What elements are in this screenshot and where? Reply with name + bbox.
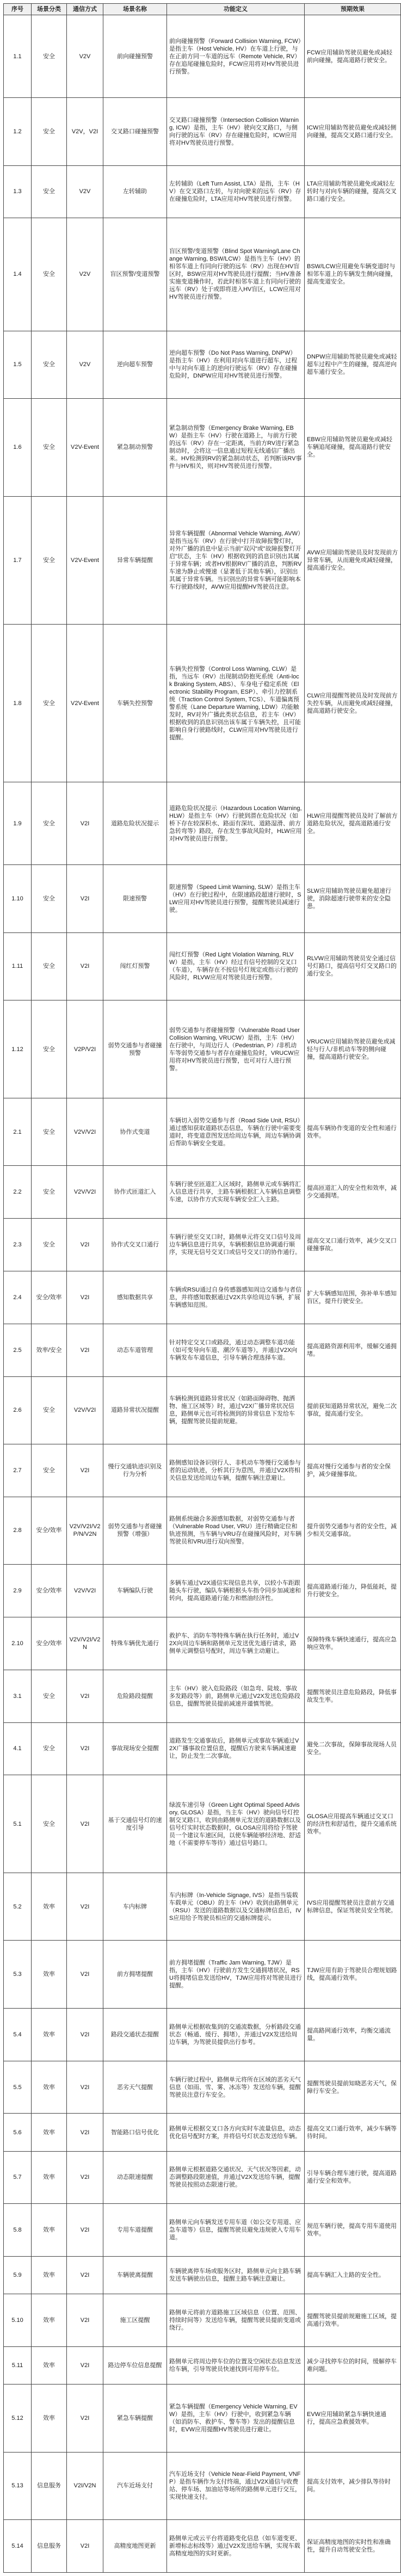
row-expected-effect: EVW应用辅助紧急车辆快速通行，提高应急救援效率。 <box>305 2385 401 2452</box>
row-comm-mode: V2I <box>67 1271 103 1324</box>
row-comm-mode: V2I <box>67 2008 103 2061</box>
row-definition: 绿波车速引导（Green Light Optimal Speed Advisory, GLOSA）是指，当主车（HV）驶向信号灯控制交叉路口，收到由路侧单元发送的道路数据以及信号灯实时状态数据时，GLOSA应用将给予驾驶员一个建议车速区间，以使车辆能够经济地、舒适地（不需要停车等待）通过信号路口。 <box>167 1775 305 1873</box>
row-index: 2.6 <box>4 1376 32 1444</box>
row-definition: 弱势交通参与者碰撞预警（Vulnerable Road User Collision Warning, VRUCW）是指，主车（HV）在行驶中，与周边行人（Pedestrian, P）/非机动车等弱势交通参与者存在碰撞危险时，VRUCW应用将对HV驾驶员进行预警，也可对行人进行预警。 <box>167 1000 305 1098</box>
row-category: 安全 <box>32 15 67 98</box>
row-comm-mode: V2I <box>67 2347 103 2385</box>
table-row <box>4 1376 401 1444</box>
row-expected-effect: 提高车辆汇入主路的安全性。 <box>305 2257 401 2294</box>
row-index: 5.4 <box>4 2008 32 2061</box>
row-category: 安全 <box>32 782 67 865</box>
table-row <box>4 1497 401 1564</box>
row-expected-effect: 提醒驾驶员提前规避施工区域，提高通行效率。 <box>305 2294 401 2347</box>
table-row <box>4 1444 401 1497</box>
row-scenario-name: 特殊车辆优先通行 <box>103 1617 167 1670</box>
row-definition: 盲区预警/变道预警（Blind Spot Warning/Lane Change Warning, BSW/LCW）是指当主车（HV）的相邻车道上有同向行驶的远车（RV）出现在HV盲区时，BSW应用对HV驾驶员进行提醒；当HV准备实施变道操作时，若此时相邻车道上有同向行驶的远车（RV）处于或即将进入HV盲区，LCW应用对HV驾驶员进行预警。 <box>167 218 305 331</box>
table-row <box>4 1941 401 2008</box>
row-expected-effect: 提高交叉口通行效率，减少交叉口碰撞事故。 <box>305 1219 401 1271</box>
table-row <box>4 218 401 331</box>
row-category: 效率/安全 <box>32 1324 67 1376</box>
row-comm-mode: V2V <box>67 15 103 98</box>
row-comm-mode: V2V，V2I <box>67 98 103 165</box>
row-comm-mode: V2I <box>67 1324 103 1376</box>
row-index: 2.1 <box>4 1098 32 1165</box>
row-expected-effect: IVS应用提醒驾驶员注意前方交通标牌信息，保证驾驶员安全驾驶。 <box>305 1873 401 1941</box>
row-expected-effect: 减少寻找停车位的时间，缓解停车难问题。 <box>305 2347 401 2385</box>
row-definition: 闯红灯预警（Red Light Violation Warning, RLVW）是指，主车（HV）经过有信号控制的交叉口（车道），车辆存在不按信号灯规定或指示行驶的风险时，RLVW应用对驾驶员进行预警。 <box>167 932 305 1000</box>
row-index: 5.10 <box>4 2294 32 2347</box>
row-scenario-name: 盲区预警/变道预警 <box>103 218 167 331</box>
row-comm-mode: V2I <box>67 1722 103 1775</box>
row-expected-effect: EBW应用辅助驾驶员避免或减轻车辆追尾碰撞，提高道路行驶安全。 <box>305 399 401 497</box>
row-expected-effect: AVW应用辅助驾驶员及时发现前方异常车辆，从而避免或减轻碰撞，提高通行安全。 <box>305 496 401 624</box>
row-definition: 左转辅助（Left Turn Assist, LTA）是指，主车（HV）在交叉路口左转，与对向驶来的远车（RV）存在碰撞危险时，LTA应用对HV驾驶员进行预警。 <box>167 165 305 218</box>
row-category: 安全 <box>32 1722 67 1775</box>
row-category: 安全 <box>32 218 67 331</box>
row-comm-mode: V2V/V2I/V2P/N/V2N <box>67 1497 103 1564</box>
row-index: 2.7 <box>4 1444 32 1497</box>
row-index: 5.5 <box>4 2061 32 2114</box>
table-row <box>4 1873 401 1941</box>
row-comm-mode: V2I <box>67 865 103 932</box>
row-category: 效率 <box>32 2008 67 2061</box>
row-index: 1.3 <box>4 165 32 218</box>
row-scenario-name: 施工区提醒 <box>103 2294 167 2347</box>
row-index: 2.9 <box>4 1565 32 1617</box>
table-row <box>4 15 401 98</box>
table-row <box>4 331 401 398</box>
row-expected-effect: 引导车辆合理车速行驶，提高道路通行安全和效率。 <box>305 2151 401 2204</box>
table-row <box>4 1617 401 1670</box>
row-index: 5.12 <box>4 2385 32 2452</box>
row-expected-effect: 提高道路资源利用率，缓解交通拥堵。 <box>305 1324 401 1376</box>
row-expected-effect: 提高车辆协作变道的安全性和通行效率。 <box>305 1098 401 1165</box>
table-row <box>4 2520 401 2573</box>
row-category: 安全 <box>32 1670 67 1722</box>
row-expected-effect: 提醒驾驶员提前知晓恶劣天气，保障行车安全。 <box>305 2061 401 2114</box>
row-comm-mode: V2I <box>67 2520 103 2573</box>
header-cell-scenario-name: 场景名称 <box>103 4 167 15</box>
row-category: 效率 <box>32 2151 67 2204</box>
row-definition: 针对特定交叉口或路段，通过动态调整车道功能（如可变导向车道、潮汐车道等），并通过V2X向车辆发布车道信息，引导车辆合理选择车道。 <box>167 1324 305 1376</box>
header-cell-expected-effect: 预期效果 <box>305 4 401 15</box>
row-scenario-name: 紧急制动预警 <box>103 399 167 497</box>
table-row <box>4 98 401 165</box>
row-scenario-name: 限速预警 <box>103 865 167 932</box>
row-scenario-name: 车内标牌 <box>103 1873 167 1941</box>
row-definition: 汽车近场支付（Vehicle Near-Field Payment, VNFP）是指车辆作为支付终端，通过V2X通信与收费站、停车场、加油站等场所的路侧单元进行交互，实现快速支付。 <box>167 2452 305 2519</box>
row-index: 5.7 <box>4 2151 32 2204</box>
row-index: 5.13 <box>4 2452 32 2519</box>
row-comm-mode: V2I <box>67 1941 103 2008</box>
row-index: 5.9 <box>4 2257 32 2294</box>
row-comm-mode: V2V-Event <box>67 624 103 782</box>
row-expected-effect: FCW应用辅助驾驶员避免或减轻前向碰撞，提高道路行驶安全。 <box>305 15 401 98</box>
row-scenario-name: 异常车辆提醒 <box>103 496 167 624</box>
row-index: 1.7 <box>4 496 32 624</box>
row-definition: 救护车、消防车等特殊车辆在执行任务时，通过V2X向周边车辆和路侧单元发送优先通行请求，路侧单元调整信号配时，周边车辆主动避让。 <box>167 1617 305 1670</box>
row-definition: 车辆驶离停车场或服务区时，路侧单元向主路车辆发送车辆驶出信息，提醒主路车辆注意避让。 <box>167 2257 305 2294</box>
row-definition: 车辆检测到道路异常状况（如路面障碍物、抛洒物、施工区域等）时，通过V2X广播异常状况信息，路侧单元也可将检测到的异常信息下发给车辆，提醒驾驶员提前规避。 <box>167 1376 305 1444</box>
row-comm-mode: V2V-Event <box>67 399 103 497</box>
row-comm-mode: V2V/V2I <box>67 1166 103 1219</box>
row-expected-effect: 提升弱势交通参与者的安全性，减少相关交通事故。 <box>305 1497 401 1564</box>
row-scenario-name: 弱势交通参与者碰撞预警 <box>103 1000 167 1098</box>
row-scenario-name: 路边停车位信息提醒 <box>103 2347 167 2385</box>
row-category: 安全 <box>32 496 67 624</box>
row-comm-mode: V2I <box>67 1775 103 1873</box>
row-comm-mode: V2V <box>67 165 103 218</box>
row-definition: 前方拥堵提醒（Traffic Jam Warning, TJW）是指，主车（HV）行驶前方发生交通拥堵状况，RSU将拥堵信息发送给HV，TJW应用将对驾驶员进行提醒。 <box>167 1941 305 2008</box>
row-expected-effect: VRUCW应用辅助驾驶员避免或减轻与行人/非机动车等的侧向碰撞，提高道路行驶安全。 <box>305 1000 401 1098</box>
table-row <box>4 1324 401 1376</box>
row-index: 1.11 <box>4 932 32 1000</box>
row-scenario-name: 闯红灯预警 <box>103 932 167 1000</box>
table-row <box>4 496 401 624</box>
row-definition: 车辆失控预警（Control Loss Warning, CLW）是指，当远车（RV）出现制动防抱死系统（Anti-lock Braking System, ABS）、车身电子稳定系统（Electronic Stability Program, ESP）、牵引力控制系统（Traction Control System, TCS）、车道偏离预警系统（Lane Departure Warning, LDW）功能触发时，RV对外广播此类状态信息，若主车（HV）根据收到的消息识别出该车属于车辆失控，且可能影响自身行驶路线时，CLW应用对HV驾驶员进行提醒。 <box>167 624 305 782</box>
row-definition: 多辆车通过V2X通信实现信息共享，以较小车距跟随头车行驶，编队车辆根据头车指令同步加减速和转向，提高道路通行能力和燃油经济性。 <box>167 1565 305 1617</box>
row-scenario-name: 基于交通信号灯的速度引导 <box>103 1775 167 1873</box>
row-definition: 路侧单元将前方道路施工区域信息（位置、范围、持续时间等）发送给车辆，提醒驾驶员提前变道或绕行。 <box>167 2294 305 2347</box>
row-category: 安全 <box>32 1444 67 1497</box>
row-definition: 交叉路口碰撞预警（Intersection Collision Warning, ICW）是指，主车（HV）驶向交叉路口，与侧向行驶的远车（RV）存在碰撞危险时，ICW应用将对HV驾驶员进行预警。 <box>167 98 305 165</box>
row-category: 效率 <box>32 1873 67 1941</box>
row-index: 1.6 <box>4 399 32 497</box>
row-scenario-name: 协作式匝道汇入 <box>103 1166 167 1219</box>
row-definition: 紧急制动预警（Emergency Brake Warning, EBW）是指主车（HV）行驶在道路上，与前方行驶的远车（RV）存在一定距离，当前方RV进行紧急制动时，会将这一信息通过短程无线通信广播出来。HV检测到RV的紧急制动状态，若判断该RV事件与HV相关，则对HV驾驶员进行预警。 <box>167 399 305 497</box>
row-expected-effect: 提高道路通行能力，降低能耗，提升行驶安全。 <box>305 1565 401 1617</box>
row-expected-effect: TJW应用有助于驾驶员合理规划路线，提高通行效率。 <box>305 1941 401 2008</box>
row-scenario-name: 汽车近场支付 <box>103 2452 167 2519</box>
row-scenario-name: 紧急车辆提醒 <box>103 2385 167 2452</box>
row-definition: 路侧单元根据交叉口各方向实时车流量信息，动态优化信号配时方案，并将信号灯状态发送给车辆。 <box>167 2114 305 2151</box>
row-definition: 路侧系统融合多源感知数据，对弱势交通参与者（Vulnerable Road User, VRU）进行精确定位和轨迹预测，当车辆与VRU存在碰撞风险时，对车辆驾驶员和VRU进行双向预警。 <box>167 1497 305 1564</box>
row-definition: 紧急车辆提醒（Emergency Vehicle Warning, EVW）是指，主车（HV）行驶中，收到紧急车辆（如消防车、救护车、警车等）发出的提醒信息时，EVW应用提醒HV驾驶员进行避让。 <box>167 2385 305 2452</box>
row-category: 安全 <box>32 1166 67 1219</box>
row-category: 效率 <box>32 2385 67 2452</box>
table-row <box>4 2151 401 2204</box>
row-index: 4.1 <box>4 1722 32 1775</box>
row-definition: 道路危险状况提示（Hazardous Location Warning, HLW）是指主车（HV）行驶到潜在危险状况（如桥下存在较深积水、路面有深坑、道路湿滑、前方急转弯等）路段，存在发生事故风险时，HLW应用对HV驾驶员进行预警。 <box>167 782 305 865</box>
row-comm-mode: V2I <box>67 2385 103 2452</box>
row-scenario-name: 前方拥堵提醒 <box>103 1941 167 2008</box>
row-comm-mode: V2I <box>67 2151 103 2204</box>
row-scenario-name: 恶劣天气提醒 <box>103 2061 167 2114</box>
row-definition: 路侧单元将周边停车位的位置及空闲状态信息发送给车辆，引导驾驶员快速找到可用停车位。 <box>167 2347 305 2385</box>
row-index: 1.10 <box>4 865 32 932</box>
row-comm-mode: V2I <box>67 1873 103 1941</box>
row-scenario-name: 道路危险状况提示 <box>103 782 167 865</box>
row-category: 效率 <box>32 2347 67 2385</box>
row-category: 安全/效率 <box>32 1271 67 1324</box>
row-expected-effect: 规范车辆行驶，提高专用车道使用效率。 <box>305 2204 401 2257</box>
row-category: 效率 <box>32 2204 67 2257</box>
row-index: 1.1 <box>4 15 32 98</box>
table-row <box>4 865 401 932</box>
row-index: 1.2 <box>4 98 32 165</box>
table-row <box>4 932 401 1000</box>
row-expected-effect: GLOSA应用提高车辆通过交叉口的经济性和舒适性，提升交通系统效率。 <box>305 1775 401 1873</box>
header-cell-definition: 功能定义 <box>167 4 305 15</box>
row-scenario-name: 高精度地图更新 <box>103 2520 167 2573</box>
row-index: 1.9 <box>4 782 32 865</box>
row-comm-mode: V2V/V2I <box>67 1098 103 1165</box>
row-expected-effect: 提高交叉口通行效率，减少车辆等待时间。 <box>305 2114 401 2151</box>
table-row <box>4 1670 401 1722</box>
table-row <box>4 1098 401 1165</box>
table-row <box>4 1000 401 1098</box>
row-category: 信息服务 <box>32 2452 67 2519</box>
row-definition: 车辆行驶至匝道汇入区域时，路侧单元或车辆将汇入信息进行共享，主路车辆根据汇入车辆信息调整车速，以协作方式实现车辆安全汇入主路。 <box>167 1166 305 1219</box>
row-comm-mode: V2V <box>67 218 103 331</box>
table-row <box>4 2061 401 2114</box>
row-index: 5.14 <box>4 2520 32 2573</box>
row-expected-effect: SLW应用辅助驾驶员避免超速行驶，消除超速行驶带来的安全隐患。 <box>305 865 401 932</box>
row-definition: 车辆行驶至交叉口时，路侧单元将交叉口信号及周边车辆信息进行共享，车辆根据信息协调通行顺序，实现无信号交叉口或信号交叉口的协作通行。 <box>167 1219 305 1271</box>
v2x-scenario-table <box>3 3 401 2573</box>
row-category: 效率 <box>32 2294 67 2347</box>
row-scenario-name: 慢行交通轨迹识别及行为分析 <box>103 1444 167 1497</box>
row-index: 5.11 <box>4 2347 32 2385</box>
table-row <box>4 1219 401 1271</box>
row-definition: 主车（HV）驶入危险路段（如急弯、陡坡、事故多发路段等）前，路侧单元通过V2X发送危险路段信息，提醒驾驶员提前减速并谨慎驾驶。 <box>167 1670 305 1722</box>
row-index: 5.3 <box>4 1941 32 2008</box>
row-expected-effect: ICW应用辅助驾驶员避免或减轻侧向碰撞，提高交叉路口通行安全。 <box>305 98 401 165</box>
row-scenario-name: 前向碰撞预警 <box>103 15 167 98</box>
row-expected-effect: BSW/LCW应用避免车辆变道时与相邻车道上的车辆发生侧向碰撞，提高变道安全。 <box>305 218 401 331</box>
row-index: 5.6 <box>4 2114 32 2151</box>
row-category: 安全 <box>32 98 67 165</box>
table-row <box>4 2294 401 2347</box>
row-expected-effect: 提高匝道汇入的安全性和效率，减少交通拥堵。 <box>305 1166 401 1219</box>
row-expected-effect: 提高路网通行效率，均衡交通流量。 <box>305 2008 401 2061</box>
table-row <box>4 2347 401 2385</box>
row-index: 2.5 <box>4 1324 32 1376</box>
row-category: 安全 <box>32 1219 67 1271</box>
row-category: 安全 <box>32 1775 67 1873</box>
row-expected-effect: HLW应用提醒驾驶员及时了解前方道路危险状况，提高道路通行安全。 <box>305 782 401 865</box>
row-index: 1.5 <box>4 331 32 398</box>
row-comm-mode: V2I <box>67 2257 103 2294</box>
row-comm-mode: V2P/V2I <box>67 1000 103 1098</box>
table-body <box>4 15 401 2573</box>
row-definition: 车辆或RSU通过自身传感器感知周边交通参与者信息，并将感知数据通过V2X共享给周边车辆，扩展车辆感知范围。 <box>167 1271 305 1324</box>
row-index: 1.8 <box>4 624 32 782</box>
row-comm-mode: V2I/V2N <box>67 2452 103 2519</box>
header-cell-comm-mode: 通信方式 <box>67 4 103 15</box>
row-expected-effect: 保证高精度地图的实时性和准确性，提升自动驾驶安全性。 <box>305 2520 401 2573</box>
table-row <box>4 2257 401 2294</box>
row-index: 1.4 <box>4 218 32 331</box>
row-index: 1.12 <box>4 1000 32 1098</box>
table-header-row <box>4 4 401 15</box>
row-category: 安全 <box>32 1000 67 1098</box>
row-category: 安全 <box>32 399 67 497</box>
row-comm-mode: V2V/V2I <box>67 1565 103 1617</box>
table-row <box>4 2204 401 2257</box>
row-expected-effect: DNPW应用辅助驾驶员避免或减轻超车过程中产生的碰撞，提高逆向超车通行安全。 <box>305 331 401 398</box>
row-index: 2.8 <box>4 1497 32 1564</box>
table-row <box>4 165 401 218</box>
table-row <box>4 1166 401 1219</box>
row-definition: 车内标牌（In-Vehicle Signage, IVS）是指当装载车载单元（OBU）的主车（HV）收到由路侧单元（RSU）发送的道路数据以及交通标牌信息后，IVS应用给予驾驶员相应的交通标牌提示。 <box>167 1873 305 1941</box>
row-category: 安全 <box>32 932 67 1000</box>
row-scenario-name: 协作式交叉口通行 <box>103 1219 167 1271</box>
row-definition: 限速预警（Speed Limit Warning, SLW）是指主车（HV）在行驶过程中，在限速路段超速行驶时，SLW应用对HV驾驶员进行预警，提醒驾驶员减速行驶。 <box>167 865 305 932</box>
row-category: 安全 <box>32 1098 67 1165</box>
row-category: 效率 <box>32 2257 67 2294</box>
row-definition: 车辆行驶过程中，路侧单元将所在区域的恶劣天气信息（如雨、雪、雾、冰冻等）发送给车辆，提醒驾驶员注意行车安全。 <box>167 2061 305 2114</box>
row-scenario-name: 危险路段提醒 <box>103 1670 167 1722</box>
row-expected-effect: 保障特殊车辆快速通行，提高应急响应效率。 <box>305 1617 401 1670</box>
row-comm-mode: V2I <box>67 1670 103 1722</box>
row-definition: 路侧单元根据收集到的交通流数据，分析路段交通状态（畅通、缓行、拥堵），并通过V2X发送给周边车辆，为驾驶员提供出行参考。 <box>167 2008 305 2061</box>
row-scenario-name: 左转辅助 <box>103 165 167 218</box>
row-definition: 逆向超车预警（Do Not Pass Warning, DNPW）是指主车（HV）在利用对向车道进行超车，过程中与对向车道上的逆向行驶远车（RV）存在碰撞危险时，DNPW应用对HV驾驶员进行预警。 <box>167 331 305 398</box>
row-expected-effect: 提前获知道路异常状况，避免二次事故，提高通行安全。 <box>305 1376 401 1444</box>
row-expected-effect: 提醒驾驶员注意危险路段，降低事故发生率。 <box>305 1670 401 1722</box>
row-definition: 路侧感知设备识别行人、非机动车等慢行交通参与者的运动轨迹，分析其行为意图，并通过V2X将相关信息发送给周边车辆，提醒车辆注意避让。 <box>167 1444 305 1497</box>
row-comm-mode: V2V-Event <box>67 496 103 624</box>
row-scenario-name: 车辆失控预警 <box>103 624 167 782</box>
table-row <box>4 2452 401 2519</box>
row-comm-mode: V2I <box>67 2114 103 2151</box>
row-comm-mode: V2I <box>67 932 103 1000</box>
row-category: 安全 <box>32 1376 67 1444</box>
row-category: 信息服务 <box>32 2520 67 2573</box>
row-category: 安全/效率 <box>32 1617 67 1670</box>
row-scenario-name: 专用车道提醒 <box>103 2204 167 2257</box>
row-category: 安全/效率 <box>32 1565 67 1617</box>
row-expected-effect: RLVW应用辅助驾驶员安全通过信号灯路口，提高信号灯交叉路口的通行安全。 <box>305 932 401 1000</box>
row-scenario-name: 动态车道管理 <box>103 1324 167 1376</box>
row-expected-effect: 提高对慢行交通参与者的安全保护，减少碰撞事故。 <box>305 1444 401 1497</box>
row-scenario-name: 道路异常状况提醒 <box>103 1376 167 1444</box>
row-scenario-name: 智能路口信号优化 <box>103 2114 167 2151</box>
row-category: 安全 <box>32 331 67 398</box>
row-index: 5.8 <box>4 2204 32 2257</box>
row-comm-mode: V2I <box>67 782 103 865</box>
row-index: 2.3 <box>4 1219 32 1271</box>
row-definition: 车辆切入弱势交通参与者（Road Side Unit, RSU）通过感知获取道路状态信息，车辆在行驶中需要变道时，将变道意图发送给周边车辆，周边车辆协调后帮助车辆安全变道。 <box>167 1098 305 1165</box>
table-row <box>4 399 401 497</box>
table-row <box>4 1271 401 1324</box>
row-index: 5.2 <box>4 1873 32 1941</box>
table-row <box>4 624 401 782</box>
row-definition: 路侧单元或云平台将道路变化信息（如车道变更、新增标志标线等）通过V2X发送给车辆，实现车载高精度地图的实时更新。 <box>167 2520 305 2573</box>
table-row <box>4 782 401 865</box>
row-category: 效率 <box>32 2061 67 2114</box>
row-scenario-name: 协作式变道 <box>103 1098 167 1165</box>
row-definition: 异常车辆提醒（Abnormal Vehicle Warning, AVW）是指当远车（RV）在行驶中打开故障报警灯时，对外广播的消息中显示当前"双闪"或"故障报警灯开启"状态，主车（HV）根据收到的消息识别出其属于异常车辆；或者HV根据RV广播的消息，判断RV车速为静止或慢速（显著低于其他车辆），识别出其属于异常车辆。当识别出的异常车辆可能影响本车行驶路线时，AVW应用提醒HV驾驶员注意。 <box>167 496 305 624</box>
document-sheet <box>3 3 398 2573</box>
row-scenario-name: 车辆驶离提醒 <box>103 2257 167 2294</box>
row-category: 安全/效率 <box>32 1497 67 1564</box>
row-expected-effect: CLW应用提醒驾驶员及时发现前方失控车辆，从而避免或减轻碰撞，提高道路行驶安全。 <box>305 624 401 782</box>
table-row <box>4 2114 401 2151</box>
table-row <box>4 1565 401 1617</box>
table-row <box>4 1722 401 1775</box>
row-index: 5.1 <box>4 1775 32 1873</box>
table-row <box>4 2008 401 2061</box>
header-cell-index: 序号 <box>4 4 32 15</box>
row-comm-mode: V2I <box>67 2294 103 2347</box>
row-index: 2.2 <box>4 1166 32 1219</box>
table-row <box>4 2385 401 2452</box>
row-index: 2.10 <box>4 1617 32 1670</box>
row-comm-mode: V2V/V2I <box>67 1376 103 1444</box>
row-category: 效率 <box>32 1941 67 2008</box>
row-scenario-name: 车辆编队行驶 <box>103 1565 167 1617</box>
row-scenario-name: 弱势交通参与者碰撞预警（增强） <box>103 1497 167 1564</box>
row-index: 2.4 <box>4 1271 32 1324</box>
row-expected-effect: 扩大车辆感知范围，弥补单车感知盲区，提升行驶安全。 <box>305 1271 401 1324</box>
row-category: 安全 <box>32 624 67 782</box>
row-definition: 路侧单元根据道路交通状况、天气状况等因素，动态调整路段限速值，并通过V2X发送给车辆，提醒驾驶员按照动态限速行驶。 <box>167 2151 305 2204</box>
header-cell-category: 场景分类 <box>32 4 67 15</box>
row-index: 3.1 <box>4 1670 32 1722</box>
row-scenario-name: 事故现场安全提醒 <box>103 1722 167 1775</box>
row-comm-mode: V2I <box>67 2061 103 2114</box>
row-comm-mode: V2V <box>67 331 103 398</box>
row-category: 安全 <box>32 865 67 932</box>
row-category: 安全 <box>32 165 67 218</box>
row-expected-effect: LTA应用辅助驾驶员避免或减轻左转时与对向车辆的碰撞，提高交叉路口通行安全。 <box>305 165 401 218</box>
row-scenario-name: 逆向超车预警 <box>103 331 167 398</box>
row-definition: 道路发生交通事故后，路侧单元或事故车辆通过V2X广播事故位置信息，提醒后方驶来车辆减速避让，防止发生二次事故。 <box>167 1722 305 1775</box>
row-expected-effect: 提高支付效率，减少排队等待时间。 <box>305 2452 401 2519</box>
row-scenario-name: 动态限速提醒 <box>103 2151 167 2204</box>
row-definition: 路侧单元向车辆发送专用车道（如公交专用道、应急车道等）信息，提醒驾驶员避免违规驶入专用车道。 <box>167 2204 305 2257</box>
row-expected-effect: 避免二次事故，保障事故现场人员安全。 <box>305 1722 401 1775</box>
table-row <box>4 1775 401 1873</box>
row-category: 效率 <box>32 2114 67 2151</box>
row-comm-mode: V2V/V2I/V2N <box>67 1617 103 1670</box>
row-scenario-name: 路段交通状态提醒 <box>103 2008 167 2061</box>
row-definition: 前向碰撞预警（Forward Collision Warning, FCW）是指主车（Host Vehicle, HV）在车道上行驶，与在正前方同一车道的远车（Remote Vehicle, RV）存在追尾碰撞危险时，FCW应用将对HV驾驶员进行预警。 <box>167 15 305 98</box>
row-comm-mode: V2I <box>67 1444 103 1497</box>
row-comm-mode: V2I <box>67 2204 103 2257</box>
row-scenario-name: 感知数据共享 <box>103 1271 167 1324</box>
row-comm-mode: V2I <box>67 1219 103 1271</box>
row-scenario-name: 交叉路口碰撞预警 <box>103 98 167 165</box>
